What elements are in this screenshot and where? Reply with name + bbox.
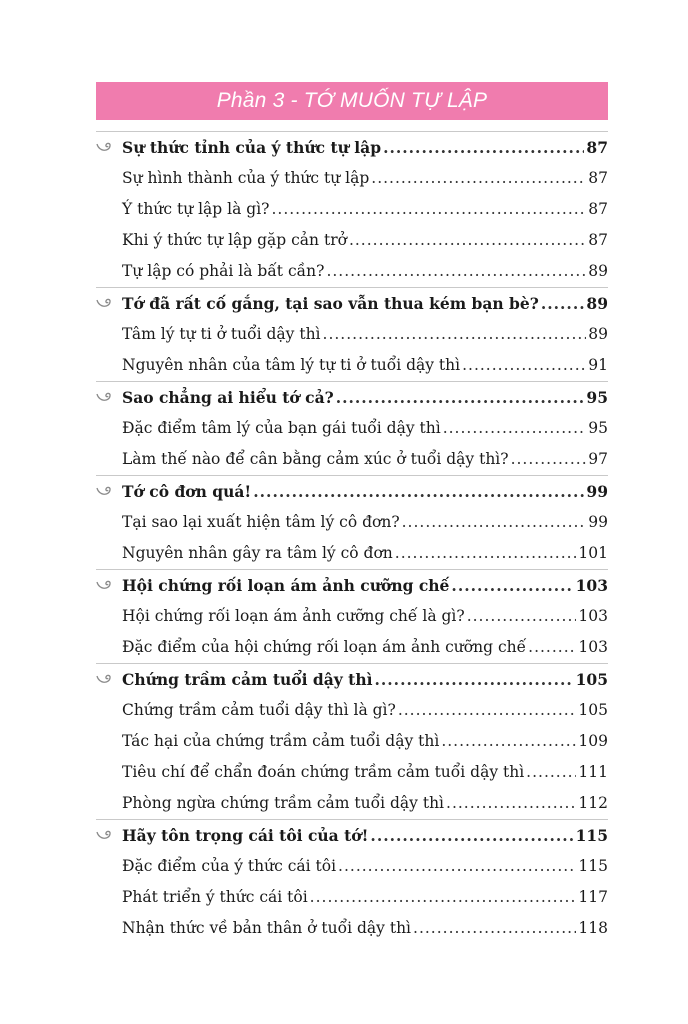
swirl-bullet-icon	[96, 391, 112, 403]
toc-item-title: Ý thức tự lập là gì?	[122, 200, 270, 218]
dot-leader	[402, 507, 587, 538]
toc-page-number: 118	[578, 919, 608, 937]
toc-page-number: 103	[575, 576, 608, 595]
dot-leader	[383, 132, 584, 163]
toc-section[interactable]	[96, 663, 608, 695]
toc-item-title: Hội chứng rối loạn ám ảnh cưỡng chế là gì?	[122, 607, 465, 625]
toc-page-number: 101	[578, 544, 608, 562]
toc-item-title: Tại sao lại xuất hiện tâm lý cô đơn?	[122, 513, 400, 531]
toc-section-title: Sự thức tỉnh của ý thức tự lập	[122, 138, 382, 157]
toc-item[interactable]	[96, 319, 608, 350]
toc-page-number: 112	[578, 794, 608, 812]
toc-page-number: 105	[575, 670, 608, 689]
dot-leader	[323, 319, 587, 350]
swirl-bullet-icon	[96, 297, 112, 309]
toc-page-number: 87	[588, 169, 608, 187]
toc-item[interactable]	[96, 882, 608, 913]
dot-leader	[443, 413, 587, 444]
toc-page-number: 117	[578, 888, 608, 906]
dot-leader	[511, 444, 587, 475]
dot-leader	[467, 601, 577, 632]
toc-item-title: Tự lập có phải là bất cần?	[122, 262, 325, 280]
toc-page-number: 89	[586, 294, 608, 313]
toc-section[interactable]	[96, 475, 608, 507]
toc-section-title: Hãy tôn trọng cái tôi của tớ!	[122, 826, 369, 845]
toc-item[interactable]	[96, 350, 608, 381]
toc-page-number: 99	[586, 482, 608, 501]
dot-leader	[395, 538, 577, 569]
toc-page-number: 105	[578, 701, 608, 719]
dot-leader	[371, 163, 586, 194]
toc-page-number: 99	[588, 513, 608, 531]
part-header	[96, 82, 608, 120]
toc-section[interactable]	[96, 819, 608, 851]
toc-page-number: 95	[586, 388, 608, 407]
toc-item[interactable]	[96, 507, 608, 538]
toc-page-number: 109	[578, 732, 608, 750]
toc-item-title: Nhận thức về bản thân ở tuổi dậy thì	[122, 919, 412, 937]
toc-item[interactable]	[96, 444, 608, 475]
toc-page-number: 91	[588, 356, 608, 374]
toc-section-title: Tớ cô đơn quá!	[122, 482, 252, 501]
table-of-contents	[96, 131, 608, 944]
toc-item[interactable]	[96, 695, 608, 726]
toc-section[interactable]	[96, 381, 608, 413]
swirl-bullet-icon	[96, 673, 112, 685]
toc-item[interactable]	[96, 256, 608, 287]
dot-leader	[413, 913, 576, 944]
toc-item-title: Làm thế nào để cân bằng cảm xúc ở tuổi dậy thì?	[122, 450, 509, 468]
toc-item-title: Phòng ngừa chứng trầm cảm tuổi dậy thì	[122, 794, 445, 812]
toc-section-title: Sao chẳng ai hiểu tớ cả?	[122, 388, 334, 407]
swirl-bullet-icon	[96, 579, 112, 591]
dot-leader	[253, 476, 584, 507]
dot-leader	[326, 256, 586, 287]
swirl-bullet-icon	[96, 829, 112, 841]
dot-leader	[349, 225, 586, 256]
dot-leader	[374, 664, 573, 695]
toc-item-title: Khi ý thức tự lập gặp cản trở	[122, 231, 347, 249]
toc-page-number: 97	[588, 450, 608, 468]
dot-leader	[398, 695, 577, 726]
toc-item[interactable]	[96, 413, 608, 444]
toc-item-title: Nguyên nhân của tâm lý tự ti ở tuổi dậy thì	[122, 356, 461, 374]
dot-leader	[526, 757, 576, 788]
toc-item-title: Phát triển ý thức cái tôi	[122, 888, 308, 906]
dot-leader	[271, 194, 586, 225]
dot-leader	[462, 350, 586, 381]
toc-item-title: Tiêu chí để chẩn đoán chứng trầm cảm tuổi dậy thì	[122, 763, 525, 781]
toc-page-number: 87	[586, 138, 608, 157]
toc-page-number: 103	[578, 638, 608, 656]
toc-item-title: Tâm lý tự ti ở tuổi dậy thì	[122, 325, 321, 343]
toc-item-title: Đặc điểm tâm lý của bạn gái tuổi dậy thì	[122, 419, 441, 437]
dot-leader	[541, 288, 585, 319]
toc-section[interactable]	[96, 569, 608, 601]
toc-item[interactable]	[96, 913, 608, 944]
dot-leader	[446, 788, 576, 819]
toc-section-title: Chứng trầm cảm tuổi dậy thì	[122, 670, 373, 689]
toc-page-number: 115	[575, 826, 608, 845]
toc-page-number: 103	[578, 607, 608, 625]
toc-item-title: Đặc điểm của hội chứng rối loạn ám ảnh cưỡng chế	[122, 638, 527, 656]
swirl-bullet-icon	[96, 141, 112, 153]
dot-leader	[370, 820, 573, 851]
swirl-bullet-icon	[96, 485, 112, 497]
dot-leader	[338, 851, 576, 882]
dot-leader	[336, 382, 585, 413]
toc-page-number: 89	[588, 325, 608, 343]
toc-section[interactable]	[96, 131, 608, 163]
toc-item[interactable]	[96, 601, 608, 632]
toc-item-title: Tác hại của chứng trầm cảm tuổi dậy thì	[122, 732, 440, 750]
dot-leader	[528, 632, 576, 663]
toc-item[interactable]	[96, 757, 608, 788]
toc-item[interactable]	[96, 788, 608, 819]
toc-page-number: 87	[588, 200, 608, 218]
toc-section[interactable]	[96, 287, 608, 319]
toc-page-number: 95	[588, 419, 608, 437]
toc-page-number: 111	[578, 763, 608, 781]
toc-page-number: 89	[588, 262, 608, 280]
toc-item-title: Sự hình thành của ý thức tự lập	[122, 169, 370, 187]
toc-item[interactable]	[96, 632, 608, 663]
toc-item-title: Chứng trầm cảm tuổi dậy thì là gì?	[122, 701, 396, 719]
dot-leader	[451, 570, 573, 601]
toc-item[interactable]	[96, 538, 608, 569]
toc-item-title: Đặc điểm của ý thức cái tôi	[122, 857, 337, 875]
toc-item-title: Nguyên nhân gây ra tâm lý cô đơn	[122, 544, 393, 562]
dot-leader	[310, 882, 577, 913]
dot-leader	[441, 726, 576, 757]
toc-item[interactable]	[96, 851, 608, 882]
toc-item[interactable]	[96, 225, 608, 256]
toc-page-number: 115	[578, 857, 608, 875]
toc-page-number: 87	[588, 231, 608, 249]
toc-item[interactable]	[96, 726, 608, 757]
toc-item[interactable]	[96, 194, 608, 225]
toc-item[interactable]	[96, 163, 608, 194]
toc-section-title: Hội chứng rối loạn ám ảnh cưỡng chế	[122, 576, 450, 595]
toc-section-title: Tớ đã rất cố gắng, tại sao vẫn thua kém bạn bè?	[122, 294, 539, 313]
part-title: Phần 3 - TỚ MUỐN TỰ LẬP	[216, 89, 488, 112]
